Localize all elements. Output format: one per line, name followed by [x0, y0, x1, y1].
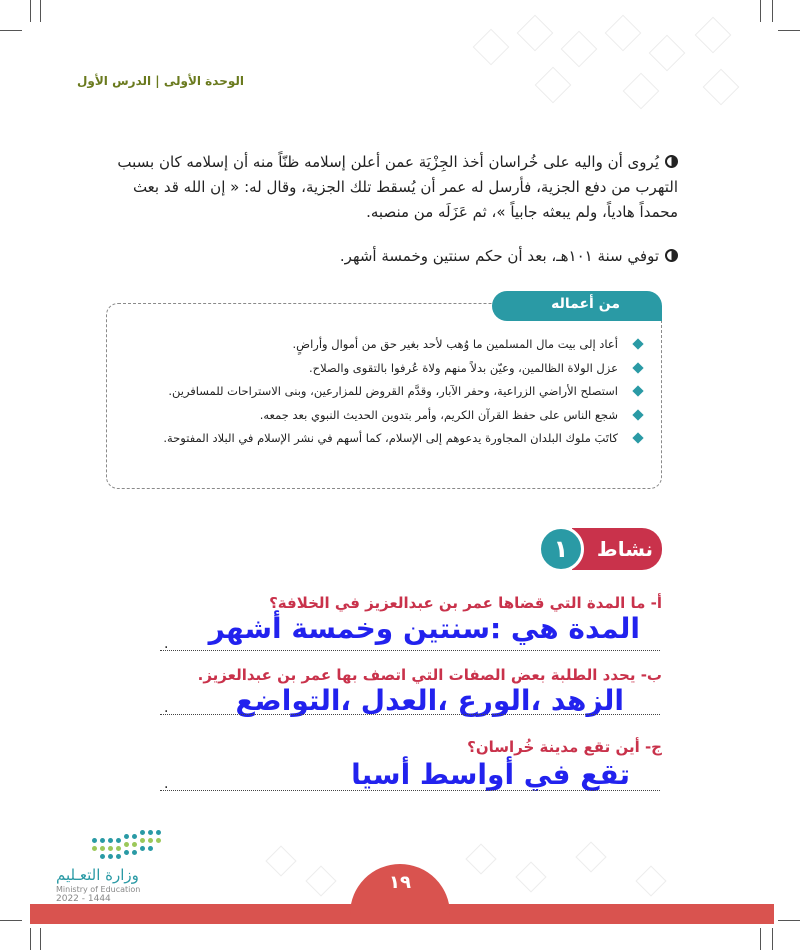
list-item-text: كاتَبَ ملوك البلدان المجاورة يدعوهم إلى الإسلام، كما أسهم في نشر الإسلام في البلاد المفتوحة.	[163, 431, 618, 445]
crop-mark	[40, 928, 41, 950]
edition-year: 2022 - 1444	[56, 894, 111, 904]
answer-b[interactable]: الزهد ،الورع ،العدل ،التواضع	[235, 684, 624, 717]
decorative-diamond	[473, 29, 510, 66]
half-circle-bullet-icon	[665, 249, 678, 262]
intro-paragraph	[104, 244, 678, 269]
decorative-diamond	[649, 35, 686, 72]
crop-mark	[772, 928, 773, 950]
list-item-text: أعاد إلى بيت مال المسلمين ما وُهب لأحد بغير حق من أموال وأراضٍ.	[292, 337, 618, 351]
decorative-diamond	[561, 31, 598, 68]
list-item	[130, 333, 642, 357]
decorative-diamond	[305, 865, 336, 896]
intro-paragraph-text: يُروى أن واليه على خُراسان أخذ الجِزْيَة عمن أعلن إسلامه ظنّاً منه أن إسلامه كان بسبب التهرب من دفع الجزية، فأرسل له عمر أن يُسقط تلك الجزية، وقال له: « إن الله قد بعث محمداً هادياً، ولم يبعثه جابياً »، ثم عَزَلَه من منصبه.	[117, 153, 678, 221]
answer-line-a	[160, 650, 660, 651]
decorative-diamond	[575, 841, 606, 872]
ministry-name-arabic: وزارة التعـليم	[56, 866, 139, 884]
list-item-text: استصلح الأراضي الزراعية، وحفر الآبار، وقدَّم القروض للمزارعين، وبنى الاستراحات للمسافرين.	[168, 384, 618, 398]
decorative-diamond	[535, 67, 572, 104]
crop-mark	[760, 0, 761, 22]
works-list	[130, 333, 642, 451]
diamond-bullet-icon	[632, 385, 643, 396]
list-item	[130, 404, 642, 428]
crop-mark	[0, 920, 22, 921]
ministry-logo	[56, 830, 176, 904]
works-title: من أعماله	[492, 291, 662, 321]
diamond-bullet-icon	[632, 409, 643, 420]
question-c: ج- أين تقع مدينة خُراسان؟	[467, 738, 662, 756]
line-end-dot: .	[164, 776, 169, 792]
decorative-diamond	[605, 15, 642, 52]
decorative-diamond	[515, 861, 546, 892]
half-circle-bullet-icon	[665, 155, 678, 168]
crop-mark	[778, 30, 800, 31]
crop-mark	[778, 920, 800, 921]
list-item-text: شجع الناس على حفظ القرآن الكريم، وأمر بتدوين الحديث النبوي بعد جمعه.	[259, 407, 618, 422]
decorative-diamond	[635, 865, 666, 896]
intro-paragraph-text: توفي سنة ١٠١هـ، بعد أن حكم سنتين وخمسة أشهر.	[339, 247, 659, 265]
page-number: ١٩	[389, 872, 411, 893]
decorative-diamond	[623, 73, 660, 110]
diamond-bullet-icon	[632, 432, 643, 443]
decorative-diamond	[265, 845, 296, 876]
answer-c[interactable]: تقع في أواسط أسيا	[351, 758, 630, 791]
decorative-diamond	[695, 17, 732, 54]
question-b: ب- يحدد الطلبة بعض الصفات التي اتصف بها عمر بن عبدالعزيز.	[197, 666, 662, 684]
answer-a[interactable]: المدة هي :سنتين وخمسة أشهر	[208, 612, 640, 645]
ministry-name-english: Ministry of Education	[56, 885, 141, 894]
logo-dots-icon	[92, 830, 172, 860]
list-item-text: عزل الولاة الظالمين، وعيّن بدلاً منهم ولاة عُرفوا بالتقوى والصلاح.	[308, 360, 618, 375]
question-a: أ- ما المدة التي قضاها عمر بن عبدالعزيز في الخلافة؟	[269, 594, 662, 612]
crop-mark	[0, 30, 22, 31]
crop-mark	[40, 0, 41, 22]
list-item	[130, 380, 642, 404]
diamond-bullet-icon	[632, 362, 643, 373]
activity-number: ١	[538, 526, 584, 572]
decorative-diamond	[517, 15, 554, 52]
list-item	[130, 427, 642, 451]
line-end-dot: .	[164, 700, 169, 716]
intro-paragraph	[104, 150, 678, 225]
crop-mark	[30, 928, 31, 950]
answer-line-c	[160, 790, 660, 791]
diamond-bullet-icon	[632, 338, 643, 349]
breadcrumb: الوحدة الأولى | الدرس الأول	[77, 74, 244, 88]
decorative-diamond	[465, 843, 496, 874]
list-item	[130, 357, 642, 381]
crop-mark	[30, 0, 31, 22]
activity-label: نشاط	[572, 528, 662, 570]
crop-mark	[760, 928, 761, 950]
crop-mark	[772, 0, 773, 22]
answer-line-b	[160, 714, 660, 715]
line-end-dot: .	[164, 636, 169, 652]
decorative-diamond	[703, 69, 740, 106]
